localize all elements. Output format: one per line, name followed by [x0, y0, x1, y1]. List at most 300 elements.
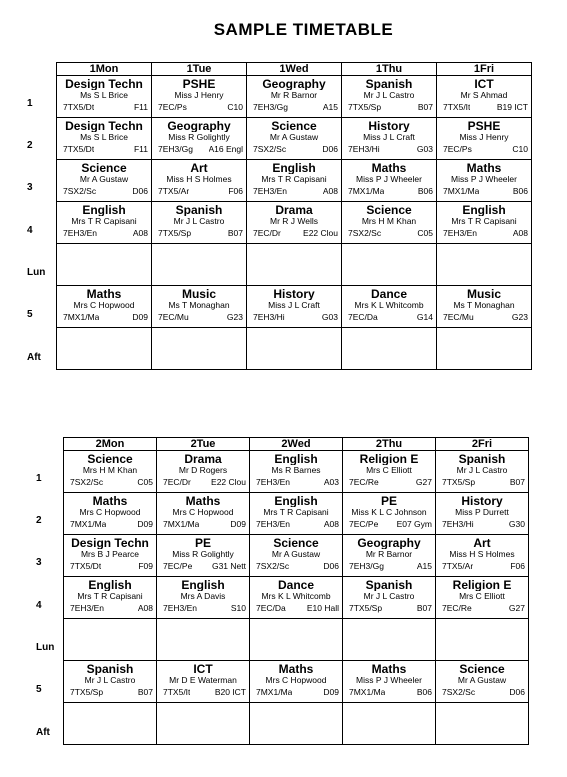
lesson-teacher: Ms R Barnes [271, 465, 321, 475]
lesson-class-code: 7MX1/Ma [348, 186, 385, 196]
lesson-codes [436, 601, 528, 614]
lesson-class-code: 7EH3/En [70, 603, 105, 613]
lesson-subject: Music [181, 288, 216, 300]
lesson-class-code: 7EH3/Hi [253, 312, 285, 322]
lesson-class-code: 7TX5/Ar [442, 561, 474, 571]
lesson-teacher: Mrs T R Capisani [261, 174, 327, 184]
lesson-subject: English [462, 204, 506, 216]
lesson-codes [247, 184, 341, 197]
lesson-room: C10 [512, 144, 528, 154]
lesson-room: D06 [509, 687, 525, 697]
lesson-room: G27 [508, 603, 525, 613]
lesson-teacher: Mrs C Hopwood [265, 675, 327, 685]
lesson-subject: English [274, 453, 318, 465]
lesson-teacher: Mrs H M Khan [82, 465, 138, 475]
lesson-teacher: Miss P J Wheeler [451, 174, 517, 184]
lesson-room: G23 [226, 312, 243, 322]
lesson-cell [250, 661, 343, 703]
lesson-room: G14 [416, 312, 433, 322]
lesson-subject: Design Techn [71, 537, 149, 549]
lesson-codes [437, 100, 531, 113]
lesson-codes [343, 559, 435, 572]
lesson-class-code: 7MX1/Ma [256, 687, 293, 697]
lesson-codes [152, 310, 246, 323]
lesson-teacher: Mrs C Hopwood [79, 507, 141, 517]
lesson-class-code: 7EC/Da [256, 603, 286, 613]
lesson-subject: History [273, 288, 315, 300]
lesson-room: G23 [511, 312, 528, 322]
lesson-class-code: 7EC/Mu [158, 312, 189, 322]
lesson-subject: Science [271, 120, 317, 132]
lesson-subject: ICT [193, 663, 213, 675]
lesson-teacher: Miss J Henry [174, 90, 224, 100]
period-label: 1 [27, 98, 33, 109]
lesson-class-code: 7EC/Da [348, 312, 378, 322]
empty-cell [57, 328, 152, 370]
lesson-room: F06 [510, 561, 525, 571]
lesson-teacher: Mr R Barnor [270, 90, 318, 100]
empty-cell [436, 619, 529, 661]
lesson-teacher: Mrs T R Capisani [71, 216, 137, 226]
lesson-subject: Dance [277, 579, 315, 591]
lesson-subject: History [368, 120, 410, 132]
lesson-subject: Spanish [86, 663, 134, 675]
lesson-class-code: 7EH3/En [163, 603, 198, 613]
lesson-subject: Dance [370, 288, 408, 300]
lesson-teacher: Mrs A Davis [180, 591, 226, 601]
lesson-teacher: Miss J L Craft [363, 132, 415, 142]
lesson-subject: Maths [278, 663, 314, 675]
lesson-class-code: 7TX5/Dt [70, 561, 102, 571]
lesson-room: B07 [509, 477, 525, 487]
lesson-class-code: 7SX2/Sc [348, 228, 382, 238]
lesson-cell [152, 286, 247, 328]
lesson-subject: English [272, 162, 316, 174]
lesson-cell [250, 535, 343, 577]
empty-cell [343, 619, 436, 661]
lesson-cell [152, 76, 247, 118]
lesson-cell [64, 493, 157, 535]
lesson-teacher: Mr D Rogers [178, 465, 228, 475]
lesson-class-code: 7SX2/Sc [63, 186, 97, 196]
empty-cell [250, 619, 343, 661]
lesson-class-code: 7EH3/Gg [253, 102, 288, 112]
lesson-teacher: Miss J Henry [459, 132, 509, 142]
lesson-cell [343, 451, 436, 493]
lesson-teacher: Miss K L C Johnson [351, 507, 427, 517]
lesson-class-code: 7MX1/Ma [70, 519, 107, 529]
lesson-cell [343, 661, 436, 703]
lesson-class-code: 7SX2/Sc [70, 477, 104, 487]
lesson-codes [57, 226, 151, 239]
lesson-cell [437, 202, 532, 244]
lesson-codes [250, 559, 342, 572]
lesson-cell [152, 118, 247, 160]
lesson-room: A03 [323, 477, 339, 487]
lesson-codes [250, 601, 342, 614]
lesson-class-code: 7EH3/Hi [348, 144, 380, 154]
period-row [57, 76, 532, 118]
lesson-cell [57, 160, 152, 202]
lesson-cell [152, 160, 247, 202]
lesson-subject: Geography [167, 120, 231, 132]
lesson-subject: PE [380, 495, 397, 507]
empty-cell [157, 619, 250, 661]
lesson-codes [436, 685, 528, 698]
lesson-room: A15 [322, 102, 338, 112]
empty-cell [247, 328, 342, 370]
lesson-teacher: Miss R Golightly [168, 132, 230, 142]
lesson-teacher: Mr A Gustaw [79, 174, 129, 184]
lesson-teacher: Mrs K L Whitcomb [261, 591, 331, 601]
lesson-subject: Geography [262, 78, 326, 90]
lesson-class-code: 7TX5/Sp [158, 228, 192, 238]
lesson-teacher: Mrs C Elliott [459, 591, 505, 601]
lesson-room: C05 [417, 228, 433, 238]
lesson-room: B07 [416, 603, 432, 613]
lesson-room: S10 [230, 603, 246, 613]
period-row [64, 661, 529, 703]
lesson-cell [343, 535, 436, 577]
lesson-codes [437, 310, 531, 323]
lesson-class-code: 7EH3/Hi [442, 519, 474, 529]
lesson-teacher: Ms T Monaghan [168, 300, 230, 310]
lesson-teacher: Miss J L Craft [268, 300, 320, 310]
lesson-codes [437, 142, 531, 155]
lesson-teacher: Mrs B J Pearce [80, 549, 140, 559]
lesson-codes [57, 184, 151, 197]
lesson-codes [152, 184, 246, 197]
day-header-week2-1: 2Tue [157, 438, 250, 451]
lesson-codes [342, 310, 436, 323]
lesson-teacher: Ms T Monaghan [453, 300, 515, 310]
lesson-cell [64, 577, 157, 619]
lesson-class-code: 7EC/Ps [443, 144, 472, 154]
lesson-room: B06 [417, 186, 433, 196]
period-label: 5 [36, 684, 42, 695]
empty-cell [152, 244, 247, 286]
lesson-teacher: Mr R J Wells [269, 216, 318, 226]
lesson-subject: Science [81, 162, 127, 174]
lesson-teacher: Mr J L Castro [363, 591, 415, 601]
lesson-room: G03 [416, 144, 433, 154]
lesson-codes [157, 517, 249, 530]
lesson-codes [250, 685, 342, 698]
lesson-cell [157, 493, 250, 535]
lesson-class-code: 7EH3/En [256, 519, 291, 529]
lesson-teacher: Miss H S Holmes [166, 174, 232, 184]
lesson-class-code: 7EC/Re [442, 603, 472, 613]
lesson-class-code: 7TX5/Sp [349, 603, 383, 613]
lesson-room: A08 [323, 519, 339, 529]
lesson-room: A08 [132, 228, 148, 238]
period-row [64, 451, 529, 493]
lesson-teacher: Mr A Gustaw [457, 675, 507, 685]
lesson-room: B07 [417, 102, 433, 112]
lesson-codes [57, 100, 151, 113]
lesson-room: D06 [323, 561, 339, 571]
lesson-room: F09 [138, 561, 153, 571]
period-row [64, 577, 529, 619]
period-label: 4 [27, 225, 33, 236]
lesson-class-code: 7SX2/Sc [256, 561, 290, 571]
lesson-cell [157, 451, 250, 493]
day-header-week1-2: 1Wed [247, 63, 342, 76]
lesson-class-code: 7EC/Ps [158, 102, 187, 112]
lesson-cell [250, 451, 343, 493]
lesson-teacher: Mrs T R Capisani [77, 591, 143, 601]
lesson-subject: Maths [86, 288, 122, 300]
lesson-cell [152, 202, 247, 244]
lesson-class-code: 7TX5/Dt [63, 102, 95, 112]
lesson-teacher: Mrs C Hopwood [172, 507, 234, 517]
lesson-room: D06 [322, 144, 338, 154]
empty-cell [157, 703, 250, 745]
lesson-teacher: Mr A Gustaw [269, 132, 319, 142]
lesson-cell [437, 286, 532, 328]
lesson-class-code: 7TX5/Sp [348, 102, 382, 112]
lesson-cell [437, 76, 532, 118]
lesson-codes [436, 475, 528, 488]
day-header-week1-3: 1Thu [342, 63, 437, 76]
lesson-subject: English [82, 204, 126, 216]
lesson-room: A15 [416, 561, 432, 571]
lesson-room: B19 ICT [496, 102, 528, 112]
lesson-class-code: 7EH3/En [63, 228, 98, 238]
week2-period-labels [36, 449, 66, 759]
lesson-room: B06 [512, 186, 528, 196]
period-label: 3 [36, 557, 42, 568]
lesson-teacher: Mrs T R Capisani [263, 507, 329, 517]
lesson-room: F06 [228, 186, 243, 196]
empty-cell [250, 703, 343, 745]
lesson-cell [343, 577, 436, 619]
lesson-class-code: 7EC/Dr [253, 228, 281, 238]
lesson-subject: PSHE [182, 78, 216, 90]
lesson-codes [342, 226, 436, 239]
week2-timetable [63, 437, 529, 745]
lesson-cell [64, 661, 157, 703]
lesson-teacher: Miss P J Wheeler [356, 174, 422, 184]
empty-cell [342, 328, 437, 370]
lesson-subject: Maths [92, 495, 128, 507]
lesson-codes [157, 475, 249, 488]
lesson-cell [57, 202, 152, 244]
lesson-teacher: Mr A Gustaw [271, 549, 321, 559]
lesson-class-code: 7MX1/Ma [63, 312, 100, 322]
lesson-codes [152, 226, 246, 239]
lesson-subject: English [88, 579, 132, 591]
lesson-class-code: 7SX2/Sc [442, 687, 476, 697]
lesson-class-code: 7EH3/Gg [349, 561, 384, 571]
period-row [57, 118, 532, 160]
lesson-room: G30 [508, 519, 525, 529]
lesson-subject: Maths [371, 663, 407, 675]
lesson-codes [64, 559, 156, 572]
day-header-week1-1: 1Tue [152, 63, 247, 76]
period-label: Lun [36, 642, 55, 653]
lesson-teacher: Ms S L Brice [80, 132, 128, 142]
lesson-teacher: Miss P Durrett [455, 507, 509, 517]
lesson-cell [247, 202, 342, 244]
lesson-subject: Science [273, 537, 319, 549]
lesson-class-code: 7EC/Pe [163, 561, 193, 571]
period-row [57, 286, 532, 328]
lesson-cell [343, 493, 436, 535]
day-header-week2-4: 2Fri [436, 438, 529, 451]
lesson-room: F11 [133, 144, 148, 154]
lesson-codes [152, 100, 246, 113]
lesson-room: D09 [137, 519, 153, 529]
lesson-teacher: Mrs C Hopwood [73, 300, 135, 310]
lesson-codes [157, 559, 249, 572]
lesson-class-code: 7EH3/En [253, 186, 288, 196]
period-label: Aft [27, 352, 41, 363]
lesson-subject: Drama [275, 204, 313, 216]
period-label: 1 [36, 473, 42, 484]
period-label: Aft [36, 727, 50, 738]
period-row [57, 328, 532, 370]
lesson-subject: Art [190, 162, 208, 174]
lesson-codes [342, 184, 436, 197]
lesson-teacher: Mrs H M Khan [361, 216, 417, 226]
lesson-room: E22 Clou [211, 477, 246, 487]
lesson-cell [64, 535, 157, 577]
lesson-codes [437, 226, 531, 239]
lesson-teacher: Miss P J Wheeler [356, 675, 422, 685]
lesson-room: D09 [132, 312, 148, 322]
lesson-room: B20 ICT [214, 687, 246, 697]
lesson-subject: Maths [371, 162, 407, 174]
period-label: 4 [36, 600, 42, 611]
lesson-cell [250, 577, 343, 619]
lesson-cell [157, 535, 250, 577]
lesson-subject: Spanish [365, 579, 413, 591]
empty-cell [343, 703, 436, 745]
lesson-class-code: 7MX1/Ma [443, 186, 480, 196]
lesson-subject: Geography [357, 537, 421, 549]
lesson-subject: PE [194, 537, 211, 549]
lesson-teacher: Miss R Golightly [172, 549, 234, 559]
lesson-teacher: Mrs C Elliott [366, 465, 412, 475]
lesson-codes [436, 559, 528, 572]
lesson-class-code: 7TX5/It [163, 687, 191, 697]
lesson-cell [64, 451, 157, 493]
lesson-room: B07 [137, 687, 153, 697]
lesson-teacher: Mr J L Castro [456, 465, 508, 475]
lesson-subject: Religion E [359, 453, 419, 465]
lesson-class-code: 7EC/Pe [349, 519, 379, 529]
lesson-subject: Religion E [452, 579, 512, 591]
lesson-cell [342, 160, 437, 202]
lesson-cell [57, 118, 152, 160]
lesson-codes [247, 100, 341, 113]
lesson-codes [436, 517, 528, 530]
lesson-cell [436, 451, 529, 493]
lesson-cell [342, 202, 437, 244]
lesson-teacher: Ms S L Brice [80, 90, 128, 100]
period-label: 2 [27, 140, 33, 151]
day-header-week2-3: 2Thu [343, 438, 436, 451]
lesson-cell [247, 76, 342, 118]
lesson-cell [436, 661, 529, 703]
lesson-class-code: 7MX1/Ma [349, 687, 386, 697]
empty-cell [57, 244, 152, 286]
lesson-cell [437, 118, 532, 160]
lesson-cell [436, 577, 529, 619]
lesson-teacher: Miss H S Holmes [449, 549, 515, 559]
lesson-codes [342, 100, 436, 113]
day-header-week2-2: 2Wed [250, 438, 343, 451]
lesson-room: G27 [415, 477, 432, 487]
period-row [64, 619, 529, 661]
lesson-room: G31 Nett [211, 561, 246, 571]
lesson-codes [250, 475, 342, 488]
lesson-cell [247, 160, 342, 202]
lesson-codes [343, 685, 435, 698]
lesson-teacher: Mrs K L Whitcomb [354, 300, 424, 310]
lesson-room: C10 [227, 102, 243, 112]
lesson-room: E22 Clou [303, 228, 338, 238]
lesson-teacher: Mr J L Castro [84, 675, 136, 685]
lesson-subject: Drama [184, 453, 222, 465]
lesson-class-code: 7SX2/Sc [253, 144, 287, 154]
page-title: SAMPLE TIMETABLE [213, 20, 394, 39]
lesson-cell [342, 286, 437, 328]
lesson-class-code: 7MX1/Ma [163, 519, 200, 529]
lesson-subject: English [181, 579, 225, 591]
lesson-room: G03 [321, 312, 338, 322]
lesson-cell [436, 535, 529, 577]
period-row [64, 493, 529, 535]
lesson-subject: Maths [185, 495, 221, 507]
lesson-class-code: 7EH3/En [256, 477, 291, 487]
lesson-class-code: 7TX5/Sp [442, 477, 476, 487]
week1-period-labels [27, 74, 57, 384]
lesson-subject: Spanish [175, 204, 223, 216]
lesson-cell [342, 76, 437, 118]
lesson-codes [64, 475, 156, 488]
lesson-class-code: 7TX5/It [443, 102, 471, 112]
lesson-room: B07 [227, 228, 243, 238]
lesson-class-code: 7EH3/En [443, 228, 478, 238]
empty-cell [64, 619, 157, 661]
lesson-subject: PSHE [467, 120, 501, 132]
lesson-teacher: Mr S Ahmad [460, 90, 508, 100]
lesson-cell [342, 118, 437, 160]
lesson-subject: History [461, 495, 503, 507]
lesson-room: C05 [137, 477, 153, 487]
lesson-cell [250, 493, 343, 535]
period-row [57, 160, 532, 202]
lesson-teacher: Mrs T R Capisani [451, 216, 517, 226]
lesson-cell [57, 286, 152, 328]
lesson-codes [57, 142, 151, 155]
lesson-room: F11 [133, 102, 148, 112]
lesson-room: D09 [230, 519, 246, 529]
lesson-cell [437, 160, 532, 202]
lesson-subject: English [274, 495, 318, 507]
lesson-codes [250, 517, 342, 530]
lesson-room: D06 [132, 186, 148, 196]
lesson-subject: Design Techn [65, 120, 143, 132]
lesson-room: E07 Gym [396, 519, 432, 529]
lesson-cell [57, 76, 152, 118]
lesson-codes [247, 226, 341, 239]
empty-cell [436, 703, 529, 745]
lesson-teacher: Mr D E Waterman [169, 675, 237, 685]
period-label: 3 [27, 182, 33, 193]
